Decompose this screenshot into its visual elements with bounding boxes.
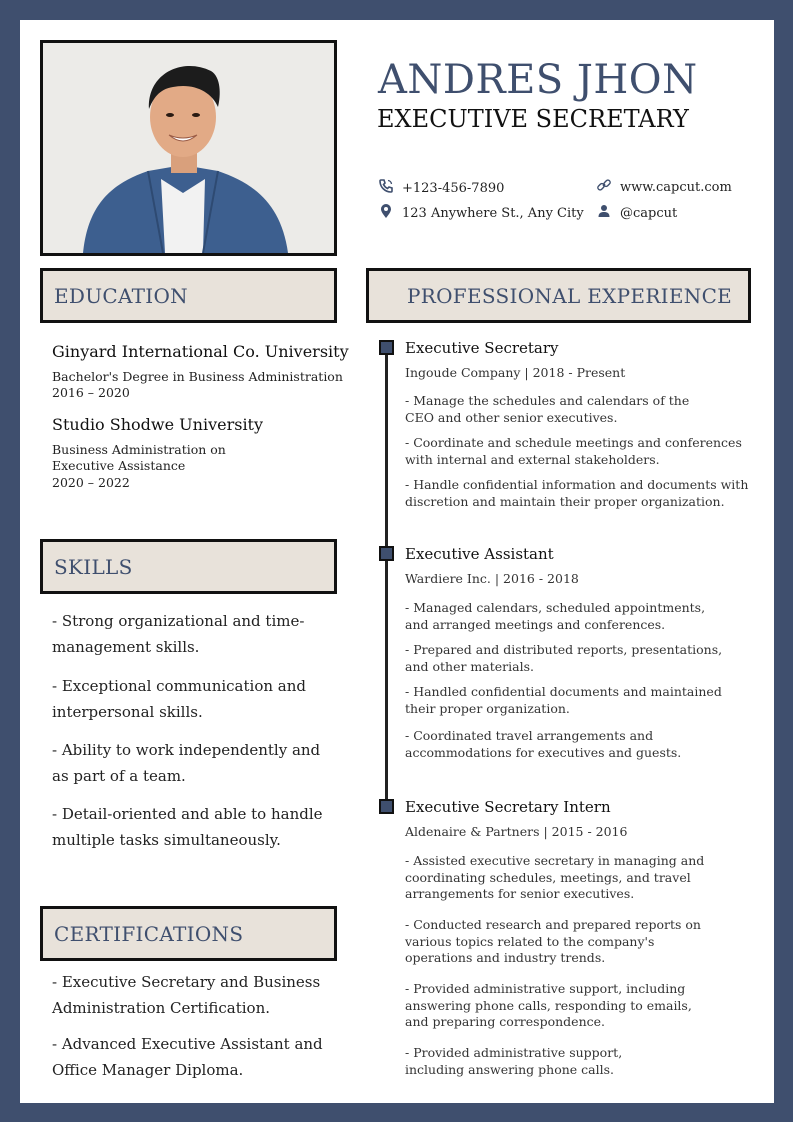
job-bullet: - Handle confidential information and documents with discretion and maintain their proper organization. [405, 477, 749, 509]
website-text[interactable]: www.capcut.com [620, 179, 732, 195]
timeline-line [385, 346, 388, 810]
job-bullet: - Provided administrative support, including answering phone calls. [405, 1045, 623, 1077]
skills-header [40, 539, 337, 594]
skill-item: - Ability to work independently and as part of a team. [52, 741, 321, 785]
skills-heading: SKILLS [54, 554, 133, 579]
address-text: 123 Anywhere St., Any City [402, 205, 584, 221]
job-bullet: - Managed calendars, scheduled appointments, and arranged meetings and conferences. [405, 600, 706, 632]
job-title: Executive Secretary Intern [405, 798, 611, 816]
education-degree-2b: Executive Assistance [52, 458, 186, 473]
job-bullet: - Manage the schedules and calendars of the CEO and other senior executives. [405, 393, 690, 425]
contact-phone [378, 178, 504, 198]
skill-item: - Exceptional communication and interpersonal skills. [52, 677, 306, 721]
skill-item: - Detail-oriented and able to handle multiple tasks simultaneously. [52, 805, 323, 849]
timeline-marker [379, 799, 394, 814]
experience-heading: PROFESSIONAL EXPERIENCE [407, 283, 733, 308]
experience-header [366, 268, 751, 323]
job-bullet: - Assisted executive secretary in managing and coordinating schedules, meetings, and travel arrangements for senior executives. [405, 853, 705, 901]
job-bullet: - Coordinate and schedule meetings and conferences with internal and external stakeholders. [405, 435, 742, 467]
skill-item: - Strong organizational and time-management skills. [52, 612, 305, 656]
education-years-1: 2016 – 2020 [52, 385, 130, 400]
job-bullet: - Provided administrative support, including answering phone calls, responding to emails, and preparing correspondence. [405, 981, 692, 1029]
job-bullet: - Coordinated travel arrangements and accommodations for executives and guests. [405, 728, 682, 760]
education-school-2: Studio Shodwe University [52, 415, 264, 434]
education-degree-2a: Business Administration on [52, 442, 226, 457]
job-company: Wardiere Inc. | 2016 - 2018 [405, 571, 579, 586]
certifications-header [40, 906, 337, 961]
education-header [40, 268, 337, 323]
job-company: Aldenaire & Partners | 2015 - 2016 [405, 824, 628, 839]
education-degree-1: Bachelor's Degree in Business Administration [52, 369, 343, 384]
certification-item: - Executive Secretary and Business Administration Certification. [52, 973, 321, 1017]
location-pin-icon [378, 203, 394, 223]
certification-item: - Advanced Executive Assistant and Office Manager Diploma. [52, 1035, 323, 1079]
timeline-marker [379, 340, 394, 355]
phone-text: +123-456-7890 [402, 180, 505, 196]
candidate-title: EXECUTIVE SECRETARY [377, 105, 689, 133]
social-text[interactable]: @capcut [620, 205, 678, 221]
job-bullet: - Prepared and distributed reports, presentations, and other materials. [405, 642, 723, 674]
job-bullet: - Handled confidential documents and maintained their proper organization. [405, 684, 722, 716]
profile-photo [40, 40, 337, 256]
candidate-name: ANDRES JHON [378, 57, 698, 103]
job-bullet: - Conducted research and prepared reports on various topics related to the company's operations and industry trends. [405, 917, 701, 965]
education-school-1: Ginyard International Co. University [52, 342, 349, 361]
link-icon [596, 177, 612, 197]
education-years-2: 2020 – 2022 [52, 475, 130, 490]
job-title: Executive Assistant [405, 545, 554, 563]
job-company: Ingoude Company | 2018 - Present [405, 365, 626, 380]
user-icon [596, 203, 612, 223]
contact-website[interactable] [596, 177, 732, 197]
job-title: Executive Secretary [405, 339, 559, 357]
education-heading: EDUCATION [54, 283, 188, 308]
timeline-marker [379, 546, 394, 561]
contact-social[interactable] [596, 203, 677, 223]
phone-icon [378, 178, 394, 198]
certifications-heading: CERTIFICATIONS [54, 921, 244, 946]
contact-address [378, 203, 584, 223]
